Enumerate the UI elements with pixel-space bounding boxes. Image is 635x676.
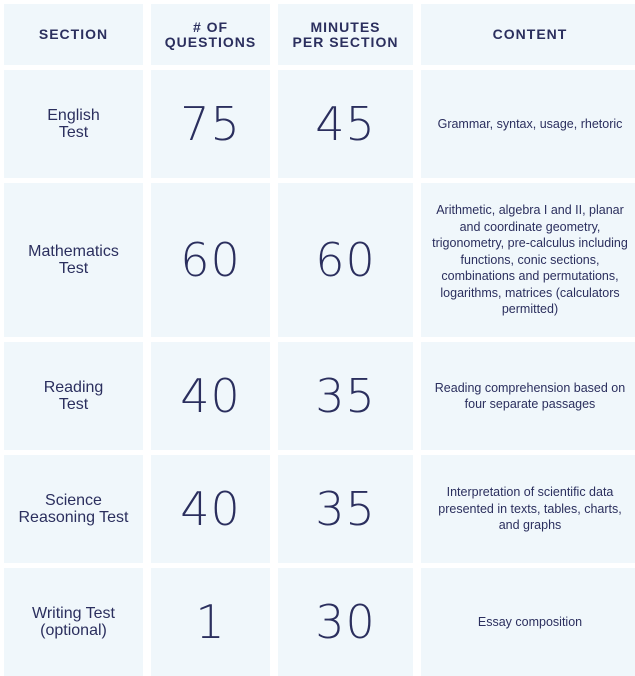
question-count: 1 [195,595,226,649]
header-minutes: MINUTES PER SECTION [292,18,399,50]
table-row-english-minutes [278,70,413,178]
table-row-writing-section [4,568,143,676]
table-row-reading-section [4,342,143,450]
table-row-science-minutes [278,455,413,563]
question-count: 75 [180,97,241,151]
section-name: Reading Test [43,379,104,413]
section-name: English Test [47,107,100,141]
content-description: Grammar, syntax, usage, rhetoric [437,116,623,131]
header-cell-section [4,4,143,65]
table-row-science-questions [151,455,270,563]
header-cell-minutes [278,4,413,65]
minutes-count: 35 [315,482,376,536]
content-description: Essay composition [477,614,583,629]
header-content: CONTENT [492,26,568,42]
question-count: 40 [180,369,241,423]
table-row-math-content [421,183,635,337]
table-row-writing-minutes [278,568,413,676]
content-description: Reading comprehension based on four separate passages [434,380,626,411]
minutes-count: 30 [315,595,376,649]
question-count: 40 [180,482,241,536]
table-row-science-content [421,455,635,563]
content-description: Interpretation of scientific data presented in texts, tables, charts, and graphs [438,485,622,533]
table-row-math-section [4,183,143,337]
table-row-writing-content [421,568,635,676]
header-cell-questions [151,4,270,65]
table-row-reading-minutes [278,342,413,450]
section-name: Writing Test (optional) [32,605,115,639]
table-row-reading-questions [151,342,270,450]
header-questions: # OF QUESTIONS [164,18,257,50]
table-row-math-questions [151,183,270,337]
minutes-count: 60 [315,233,376,287]
section-name: Science Reasoning Test [18,492,129,526]
section-name: Mathematics Test [28,243,119,277]
table-row-english-content [421,70,635,178]
header-section: SECTION [38,26,109,42]
minutes-count: 45 [315,97,376,151]
minutes-count: 35 [315,369,376,423]
content-description: Arithmetic, algebra I and II, planar and coordinate geometry, trigonometry, pre-calculus including functions, conic sections, combinations and permutations, logarithms, matrices (calculators permitted) [432,203,628,317]
table-row-math-minutes [278,183,413,337]
header-cell-content [421,4,635,65]
table-row-reading-content [421,342,635,450]
question-count: 60 [180,233,241,287]
table-row-writing-questions [151,568,270,676]
table-row-english-section [4,70,143,178]
table-row-english-questions [151,70,270,178]
table-row-science-section [4,455,143,563]
